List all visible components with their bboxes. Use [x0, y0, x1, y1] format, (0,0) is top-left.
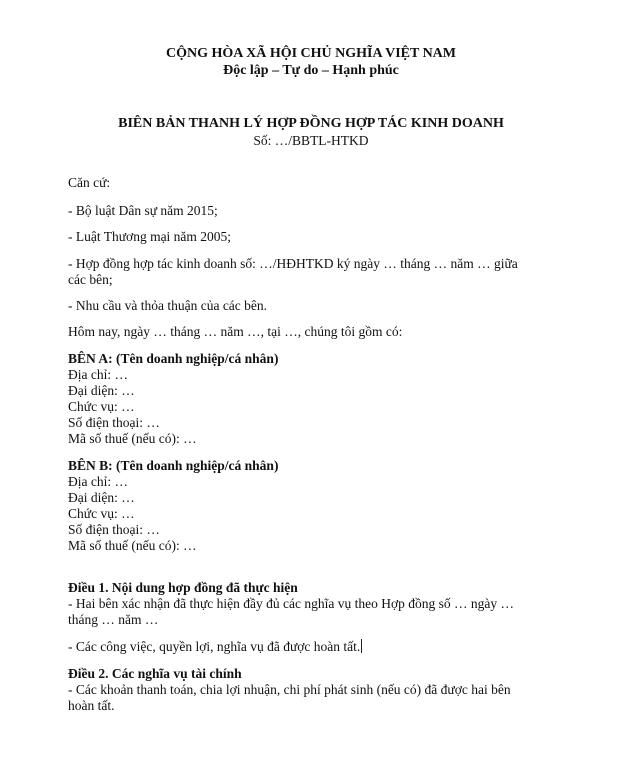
article-1-paragraph-text: - Các công việc, quyền lợi, nghĩa vụ đã được hoàn tất.: [68, 639, 361, 654]
party-a-position: Chức vụ: …: [68, 399, 135, 414]
intro-line: Hôm nay, ngày … tháng … năm …, tại …, chúng tôi gồm có:: [68, 324, 403, 339]
article-1-paragraph[interactable]: [68, 639, 362, 655]
party-b-representative: Đại diện: …: [68, 490, 135, 505]
basis-item: - Bộ luật Dân sự năm 2015;: [68, 203, 218, 218]
basis-heading: Căn cứ:: [68, 175, 111, 190]
document-number: Số: …/BBTL-HTKD: [253, 133, 369, 148]
party-a-address: Địa chỉ: …: [68, 367, 128, 382]
party-a-representative: Đại diện: …: [68, 383, 135, 398]
motto: Độc lập – Tự do – Hạnh phúc: [223, 63, 399, 78]
party-a-heading: BÊN A: (Tên doanh nghiệp/cá nhân): [68, 351, 279, 366]
document-title: BIÊN BẢN THANH LÝ HỢP ĐỒNG HỢP TÁC KINH DOANH: [118, 116, 504, 131]
basis-item: - Nhu cầu và thỏa thuận của các bên.: [68, 298, 268, 313]
party-a-phone: Số điện thoại: …: [68, 415, 160, 430]
article-2-paragraph: - Các khoản thanh toán, chia lợi nhuận, chi phí phát sinh (nếu có) đã được hai bên hoàn tất.: [68, 682, 511, 713]
basis-item: - Hợp đồng hợp tác kinh doanh số: …/HĐHTKD ký ngày … tháng … năm … giữa các bên;: [68, 256, 518, 287]
party-b-address: Địa chỉ: …: [68, 474, 128, 489]
article-1-heading: Điều 1. Nội dung hợp đồng đã thực hiện: [68, 580, 298, 595]
basis-item: - Luật Thương mại năm 2005;: [68, 229, 232, 244]
article-1-paragraph: - Hai bên xác nhận đã thực hiện đầy đủ các nghĩa vụ theo Hợp đồng số … ngày … tháng … năm …: [68, 596, 514, 627]
text-cursor: [361, 639, 362, 653]
country-header: CỘNG HÒA XÃ HỘI CHỦ NGHĨA VIỆT NAM: [165, 46, 456, 61]
party-a-tax-code: Mã số thuế (nếu có): …: [68, 431, 197, 446]
article-2-heading: Điều 2. Các nghĩa vụ tài chính: [68, 666, 242, 681]
party-b-heading: BÊN B: (Tên doanh nghiệp/cá nhân): [68, 458, 279, 473]
party-b-phone: Số điện thoại: …: [68, 522, 160, 537]
party-b-position: Chức vụ: …: [68, 506, 135, 521]
party-b-tax-code: Mã số thuế (nếu có): …: [68, 538, 197, 553]
